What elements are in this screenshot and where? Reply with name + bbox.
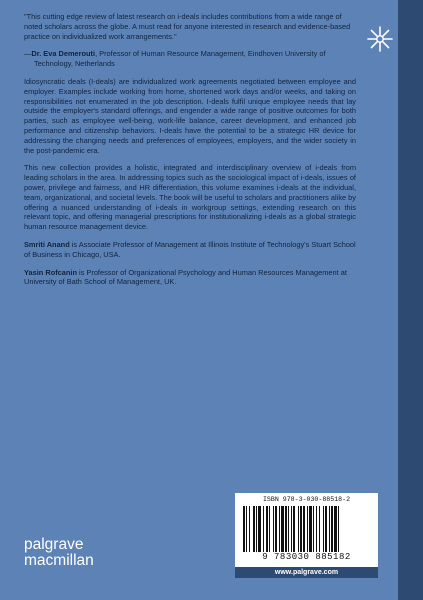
publisher-name-line2: macmillan [24,551,94,569]
editor-name: Yasin Rofcanin [24,267,77,277]
back-cover-text [24,12,356,295]
editor-bio-2 [24,268,356,288]
attribution-dash: — [24,49,32,59]
isbn-digits: 9 783030 885182 [262,552,351,562]
editor-name: Smriti Anand [24,239,70,249]
description-paragraph-1: Idiosyncratic deals (I-deals) are individualized work agreements negotiated between employee and employer. Examples include working from home, shortened work days and/or weeks, and taking on responsibilities not enumerated in the job description. I-deals fulfil unique employee needs that lay outside the employer's standard offerings, and engender a wide range of positive outcomes for both parties, such as employee well-being, work-life balance, career development, and enhanced job performance and citizenship behaviors. I-deals have the potential to be a strategic HR device for addressing the changing needs and preferences of employees, employers, and the wider society in the post-pandemic era. [24,76,356,155]
publisher-name-line1: palgrave [24,536,84,553]
endorsement-quote: "This cutting edge review of latest research on i-deals includes contributions from a wide range of noted scholars across the globe. A must read for anyone interested in research and evidence-based practice on individualized work arrangements." [24,12,351,41]
attribution-role: , Professor of Human Resource Management, Eindhoven University of Technology, Netherlands [34,49,326,69]
editor-bio-1 [24,240,356,260]
barcode-panel [235,493,378,567]
publisher-website: www.palgrave.com [235,567,378,578]
attribution-name: Dr. Eva Demerouti [31,49,96,59]
spine-edge [398,0,423,600]
editor-bio-text: is Professor of Organizational Psychology and Human Resources Management at University of Bath School of Management, UK. [24,267,347,287]
publisher-logo [24,537,94,568]
editor-bio-text: is Associate Professor of Management at Illinois Institute of Technology's Stuart School of Business in Chicago, USA. [24,239,356,259]
description-paragraph-2: This new collection provides a holistic, integrated and interdisciplinary overview of i-deals from leading scholars in the area. In addressing topics such as the sociological impact of i-deals, issues of power, privilege and fairness, and HR differentiation, this volume examines i-deals at the individual, team, organizational, and societal levels. The book will be useful to scholars and practitioners alike by offering a nuanced understanding of i-deals in workgroup settings, extending research on this relevant topic, and offering managerial prescriptions for institutionalizing i-deals as a global strategic human resource management device. [24,163,356,232]
barcode-icon [243,506,370,552]
isbn-label: ISBN 978-3-030-88518-2 [262,496,351,503]
palgrave-star-logo-icon [365,24,395,54]
endorsement-attribution [24,49,356,69]
